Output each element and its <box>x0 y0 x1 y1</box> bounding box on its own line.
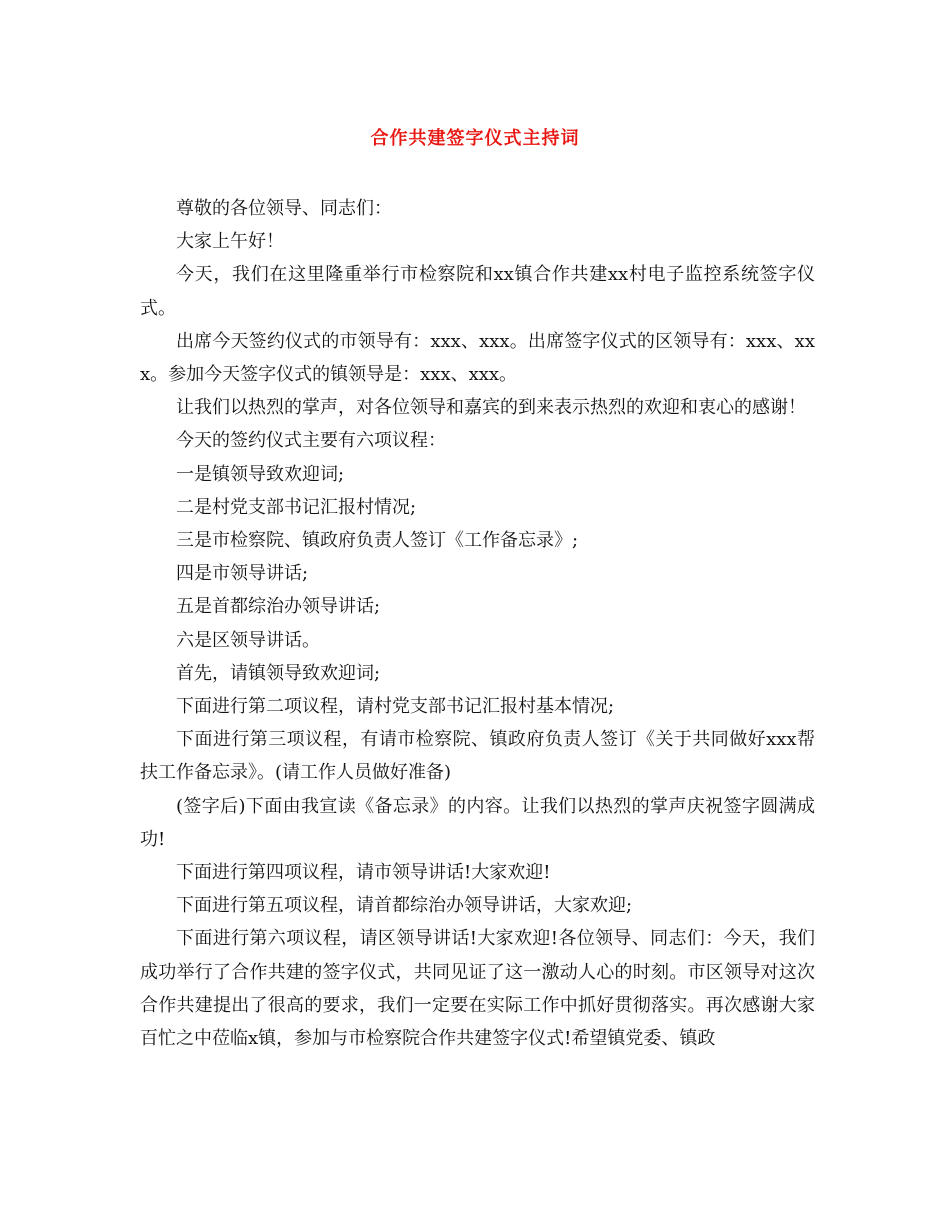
agenda-item-4: 四是市领导讲话; <box>176 563 309 585</box>
paragraph-fourth-item: 下面进行第四项议程，请市领导讲话!大家欢迎! <box>176 862 551 884</box>
document-title: 合作共建签字仪式主持词 <box>370 128 580 149</box>
agenda-item-5: 五是首都综治办领导讲话; <box>176 596 381 618</box>
paragraph-good-morning: 大家上午好！ <box>176 231 284 253</box>
paragraph-applause: 让我们以热烈的掌声，对各位领导和嘉宾的到来表示热烈的欢迎和衷心的感谢！ <box>176 397 806 419</box>
paragraph-third-item: 下面进行第三项议程，有请市检察院、镇政府负责人签订《关于共同做好xxx帮扶工作备忘录》。(请工作人员做好准备) <box>140 729 815 784</box>
agenda-item-2: 二是村党支部书记汇报村情况; <box>176 496 417 518</box>
paragraph-fifth-item: 下面进行第五项议程，请首都综治办领导讲话，大家欢迎; <box>176 895 633 917</box>
paragraph-sixth-item: 下面进行第六项议程，请区领导讲话!大家欢迎!各位领导、同志们：今天，我们成功举行了合作共建的签字仪式，共同见证了这一激动人心的时刻。市区领导对这次合作共建提出了很高的要求，我们一定要在实际工作中抓好贯彻落实。再次感谢大家百忙之中莅临x镇，参加与市检察院合作共建签字仪式!希望镇党委、镇政 <box>140 928 815 1050</box>
paragraph-second-item: 下面进行第二项议程，请村党支部书记汇报村基本情况; <box>176 696 615 718</box>
agenda-item-3: 三是市检察院、镇政府负责人签订《工作备忘录》; <box>176 530 579 552</box>
paragraph-opening: 今天，我们在这里隆重举行市检察院和xx镇合作共建xx村电子监控系统签字仪式。 <box>140 264 815 319</box>
paragraph-first-item: 首先，请镇领导致欢迎词; <box>176 662 381 684</box>
agenda-item-6: 六是区领导讲话。 <box>176 629 320 651</box>
paragraph-greeting: 尊敬的各位领导、同志们： <box>176 198 392 219</box>
document-body <box>140 192 815 1055</box>
paragraph-attendees: 出席今天签约仪式的市领导有：xxx、xxx。出席签字仪式的区领导有：xxx、xxx。参加今天签字仪式的镇领导是：xxx、xxx。 <box>140 330 815 386</box>
paragraph-agenda-intro: 今天的签约仪式主要有六项议程： <box>176 430 446 452</box>
paragraph-after-signing: (签字后)下面由我宣读《备忘录》的内容。让我们以热烈的掌声庆祝签字圆满成功! <box>140 795 815 850</box>
agenda-item-1: 一是镇领导致欢迎词; <box>176 463 345 485</box>
